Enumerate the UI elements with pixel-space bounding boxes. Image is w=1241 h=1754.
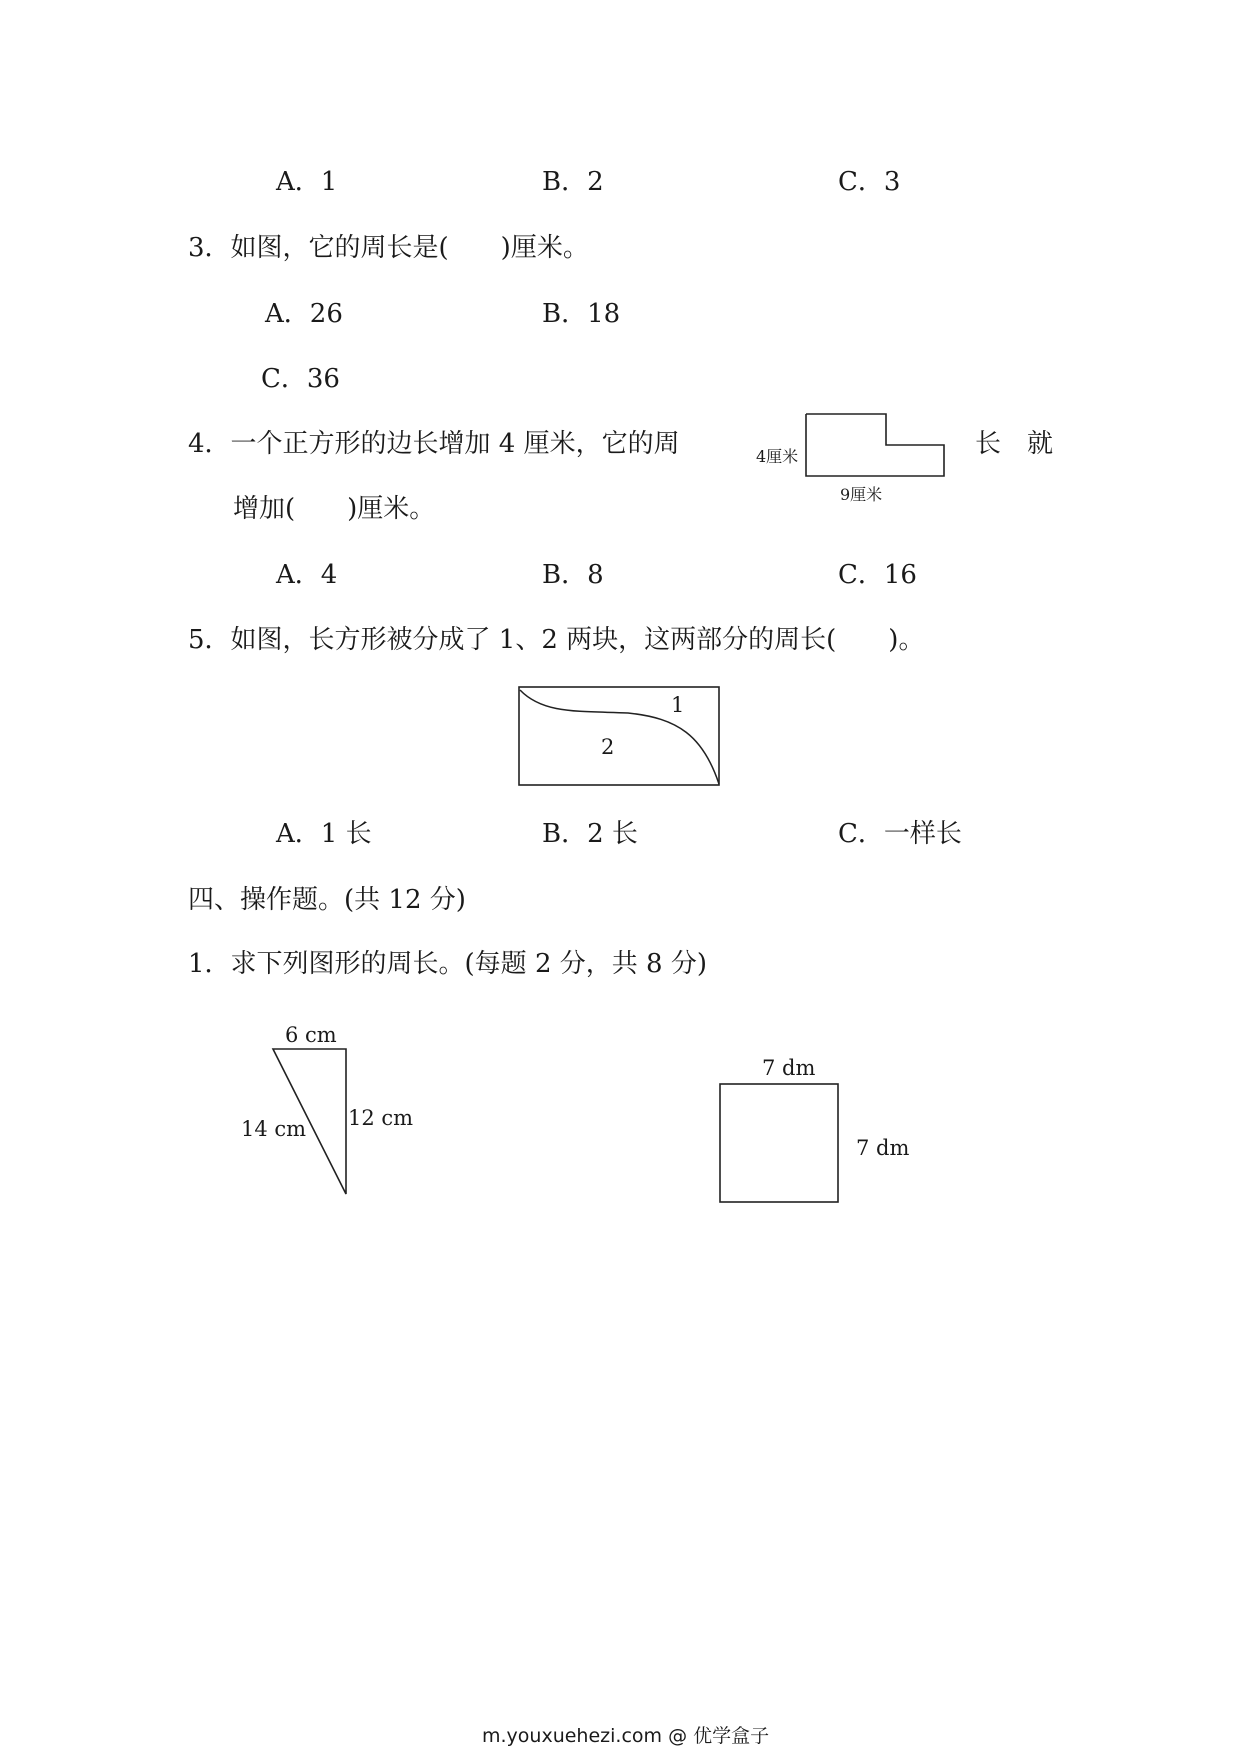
q2-option-a: A．1 bbox=[276, 167, 338, 197]
q5-region-1-label: 1 bbox=[671, 693, 685, 717]
q5-region-2-label: 2 bbox=[601, 735, 615, 759]
q4-option-b: B．8 bbox=[542, 560, 604, 590]
q3-option-b: B．18 bbox=[542, 299, 621, 329]
q4-option-c: C．16 bbox=[838, 560, 917, 590]
q4-stem-line2: 增加( )厘米。 bbox=[233, 494, 436, 524]
footer-watermark: m.youxuehezi.com @ 优学盒子 bbox=[482, 1725, 770, 1747]
q5-option-a: A．1 长 bbox=[276, 819, 372, 849]
op1-stem: 1．求下列图形的周长。(每题 2 分，共 8 分) bbox=[188, 949, 707, 979]
q4-option-a: A．4 bbox=[276, 560, 338, 590]
q3-option-c: C．36 bbox=[261, 364, 340, 394]
q3-l-shape-figure bbox=[805, 413, 965, 483]
q4-stem-part1: 4．一个正方形的边长增加 4 厘米，它的周 bbox=[188, 429, 680, 459]
q2-option-c: C．3 bbox=[838, 167, 901, 197]
section-4-title: 四、操作题。(共 12 分) bbox=[188, 885, 466, 915]
square-top-label: 7 dm bbox=[762, 1056, 816, 1080]
q5-option-c: C．一样长 bbox=[838, 819, 962, 849]
q3-bottom-label: 9厘米 bbox=[840, 485, 883, 504]
triangle-top-label: 6 cm bbox=[285, 1023, 337, 1047]
square-right-label: 7 dm bbox=[856, 1136, 910, 1160]
q5-stem: 5．如图，长方形被分成了 1、2 两块，这两部分的周长( )。 bbox=[188, 625, 925, 655]
triangle-hyp-label: 14 cm bbox=[241, 1117, 307, 1141]
q5-option-b: B．2 长 bbox=[542, 819, 638, 849]
triangle-right-label: 12 cm bbox=[348, 1106, 414, 1130]
q3-option-a: A．26 bbox=[265, 299, 343, 329]
q3-left-label: 4厘米 bbox=[756, 447, 799, 466]
square-figure bbox=[719, 1083, 843, 1207]
q2-option-b: B．2 bbox=[542, 167, 604, 197]
q4-stem-part2: 长 就 bbox=[975, 429, 1054, 459]
q5-rectangle-figure bbox=[518, 686, 722, 788]
q3-stem: 3．如图，它的周长是( )厘米。 bbox=[188, 233, 589, 263]
